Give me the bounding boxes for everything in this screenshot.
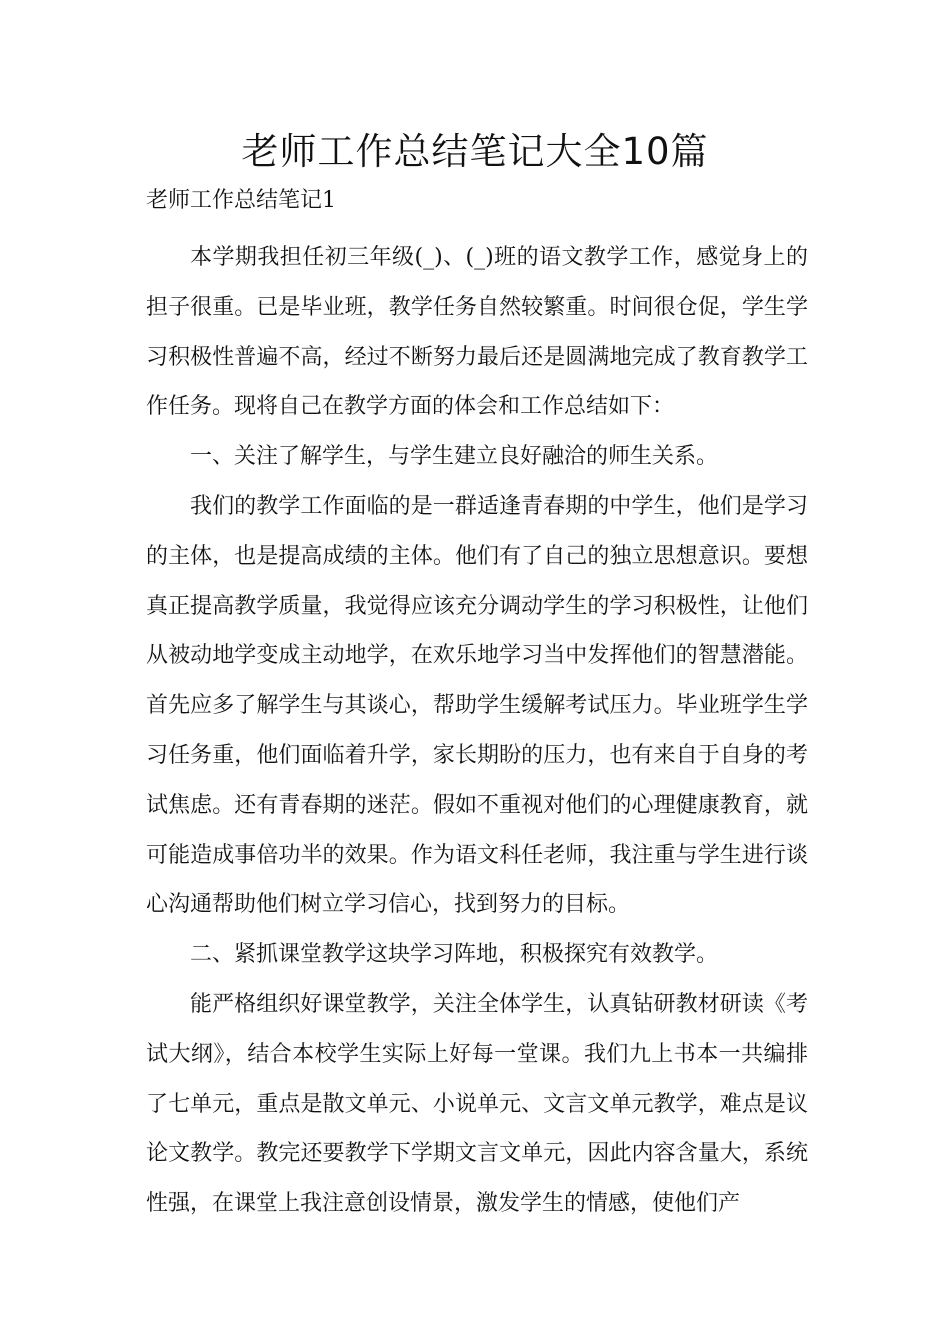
paragraph-point-one-heading: 一、关注了解学生，与学生建立良好融洽的师生关系。 [190, 444, 719, 470]
paragraph-point-two-heading: 二、紧抓课堂教学这块学习阵地，积极探究有效教学。 [190, 942, 719, 968]
paragraph-point-one-body: 我们的教学工作面临的是一群适逢青春期的中学生，他们是学习的主体，也是提高成绩的主体。他们有了自己的独立思想意识。要想真正提高教学质量，我觉得应该充分调动学生的学习积极性，让他们从被动地学变成主动地学，在欢乐地学习当中发挥他们的智慧潜能。首先应多了解学生与其谈心，帮助学生缓解考试压力。毕业班学生学习任务重，他们面临着升学，家长期盼的压力，也有来自于自身的考试焦虑。还有青春期的迷茫。假如不重视对他们的心理健康教育，就可能造成事倍功半的效果。作为语文科任老师，我注重与学生进行谈心沟通帮助他们树立学习信心，找到努力的目标。 [146, 493, 808, 918]
document-title: 老师工作总结笔记大全10篇 [241, 130, 709, 173]
paragraph-intro: 本学期我担任初三年级(_)、(_)班的语文教学工作，感觉身上的担子很重。已是毕业班，教学任务自然较繁重。时间很仓促，学生学习积极性普遍不高，经过不断努力最后还是圆满地完成了教育教学工作任务。现将自己在教学方面的体会和工作总结如下： [146, 245, 808, 420]
document-body [146, 233, 808, 1229]
section-heading: 老师工作总结笔记1 [146, 188, 336, 213]
paragraph-point-two-body: 能严格组织好课堂教学，关注全体学生，认真钻研教材研读《考试大纲》，结合本校学生实际上好每一堂课。我们九上书本一共编排了七单元，重点是散文单元、小说单元、文言文单元教学，难点是议论文教学。教完还要教学下学期文言文单元，因此内容含量大，系统性强，在课堂上我注意创设情景，激发学生的情感，使他们产 [146, 991, 808, 1217]
